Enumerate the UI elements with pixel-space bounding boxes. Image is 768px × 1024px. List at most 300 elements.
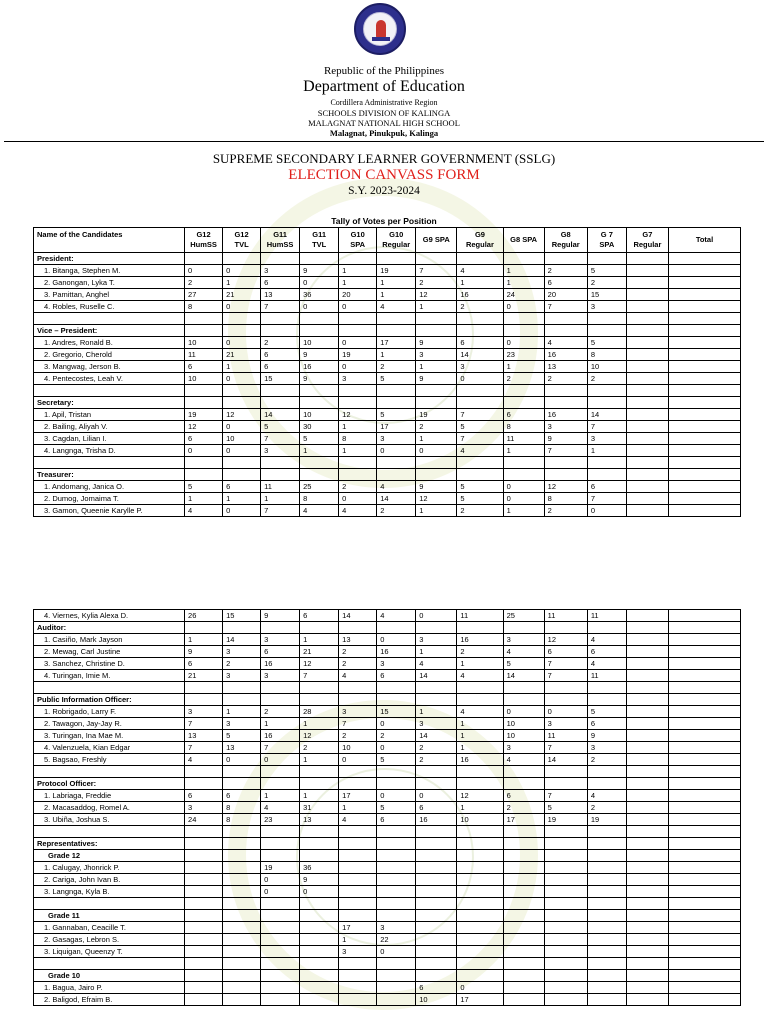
vote-cell: 0 xyxy=(223,265,261,277)
vote-cell: 4 xyxy=(457,670,503,682)
vote-cell xyxy=(377,826,416,838)
vote-cell: 7 xyxy=(185,742,223,754)
vote-cell xyxy=(626,265,668,277)
vote-cell: 1 xyxy=(416,505,457,517)
vote-cell xyxy=(377,778,416,790)
vote-cell: 4 xyxy=(503,754,544,766)
vote-cell xyxy=(223,313,261,325)
vote-cell xyxy=(261,922,300,934)
vote-cell: 6 xyxy=(457,337,503,349)
vote-cell: 13 xyxy=(544,361,587,373)
vote-cell: 12 xyxy=(416,289,457,301)
vote-cell: 6 xyxy=(503,790,544,802)
vote-cell: 3 xyxy=(587,433,626,445)
vote-cell xyxy=(416,838,457,850)
vote-cell: 5 xyxy=(223,730,261,742)
vote-cell xyxy=(416,826,457,838)
vote-cell xyxy=(457,694,503,706)
vote-cell: 0 xyxy=(457,373,503,385)
vote-cell xyxy=(626,373,668,385)
vote-cell: 0 xyxy=(416,610,457,622)
vote-cell xyxy=(457,826,503,838)
vote-cell xyxy=(185,874,223,886)
vote-cell: 9 xyxy=(416,373,457,385)
vote-cell xyxy=(300,946,339,958)
vote-cell: 2 xyxy=(377,730,416,742)
total-cell xyxy=(668,481,740,493)
vote-cell xyxy=(503,994,544,1006)
vote-cell: 6 xyxy=(416,802,457,814)
total-cell xyxy=(668,373,740,385)
vote-cell: 2 xyxy=(261,706,300,718)
total-cell xyxy=(668,862,740,874)
total-cell xyxy=(668,421,740,433)
candidate-name: 3. Gamon, Queenie Karylle P. xyxy=(34,505,185,517)
column-header: G9 Regular xyxy=(457,228,503,253)
total-cell xyxy=(668,445,740,457)
vote-cell xyxy=(626,253,668,265)
vote-cell xyxy=(300,313,339,325)
vote-cell: 16 xyxy=(261,730,300,742)
vote-cell xyxy=(300,934,339,946)
vote-cell: 14 xyxy=(457,349,503,361)
vote-cell: 7 xyxy=(339,718,377,730)
vote-cell: 1 xyxy=(339,934,377,946)
vote-cell xyxy=(587,886,626,898)
vote-cell: 1 xyxy=(339,277,377,289)
vote-cell xyxy=(626,898,668,910)
vote-cell: 0 xyxy=(223,301,261,313)
vote-cell xyxy=(544,982,587,994)
vote-cell xyxy=(503,958,544,970)
vote-cell: 3 xyxy=(503,634,544,646)
grade-row xyxy=(34,910,741,922)
vote-cell xyxy=(185,325,223,337)
vote-cell xyxy=(377,970,416,982)
vote-cell xyxy=(626,790,668,802)
vote-cell: 2 xyxy=(587,373,626,385)
vote-cell xyxy=(626,634,668,646)
vote-cell: 4 xyxy=(503,646,544,658)
column-header: G8 Regular xyxy=(544,228,587,253)
vote-cell: 2 xyxy=(223,658,261,670)
vote-cell: 0 xyxy=(261,754,300,766)
vote-cell: 1 xyxy=(416,433,457,445)
total-cell xyxy=(668,313,740,325)
vote-cell xyxy=(377,838,416,850)
vote-cell xyxy=(457,898,503,910)
candidate-row xyxy=(34,742,741,754)
vote-cell: 12 xyxy=(544,634,587,646)
total-cell xyxy=(668,766,740,778)
position-row xyxy=(34,694,741,706)
vote-cell xyxy=(626,622,668,634)
column-header: G7 Regular xyxy=(626,228,668,253)
vote-cell xyxy=(416,766,457,778)
vote-cell: 13 xyxy=(223,742,261,754)
vote-cell: 12 xyxy=(185,421,223,433)
column-header: G8 SPA xyxy=(503,228,544,253)
vote-cell: 19 xyxy=(416,409,457,421)
vote-cell: 0 xyxy=(377,946,416,958)
candidate-name: 3. Sanchez, Christine D. xyxy=(34,658,185,670)
vote-cell xyxy=(626,982,668,994)
vote-cell: 4 xyxy=(587,790,626,802)
total-cell xyxy=(668,934,740,946)
candidate-row xyxy=(34,265,741,277)
form-subtitle: ELECTION CANVASS FORM xyxy=(288,167,480,183)
vote-cell: 1 xyxy=(416,361,457,373)
candidate-name: 1. Calugay, Jhonrick P. xyxy=(34,862,185,874)
vote-cell: 28 xyxy=(300,706,339,718)
vote-cell: 21 xyxy=(185,670,223,682)
vote-cell: 10 xyxy=(300,409,339,421)
vote-cell: 3 xyxy=(544,421,587,433)
vote-cell: 13 xyxy=(185,730,223,742)
vote-cell xyxy=(300,910,339,922)
vote-cell xyxy=(626,670,668,682)
column-header: G10 SPA xyxy=(339,228,377,253)
vote-cell: 5 xyxy=(300,433,339,445)
vote-cell xyxy=(416,934,457,946)
total-cell xyxy=(668,277,740,289)
vote-cell xyxy=(300,994,339,1006)
vote-cell: 12 xyxy=(544,481,587,493)
vote-cell: 1 xyxy=(457,742,503,754)
vote-cell xyxy=(185,313,223,325)
candidate-row xyxy=(34,646,741,658)
vote-cell: 2 xyxy=(261,337,300,349)
position-label: Protocol Officer: xyxy=(34,778,185,790)
vote-cell xyxy=(544,874,587,886)
vote-cell xyxy=(503,253,544,265)
candidate-name: 3. Ubiña, Joshua S. xyxy=(34,814,185,826)
vote-cell: 19 xyxy=(544,814,587,826)
vote-cell: 6 xyxy=(587,718,626,730)
candidate-name: 5. Bagsao, Freshly xyxy=(34,754,185,766)
vote-cell: 7 xyxy=(587,421,626,433)
total-cell xyxy=(668,886,740,898)
candidate-name: 1. Robrigado, Larry F. xyxy=(34,706,185,718)
vote-cell: 3 xyxy=(587,301,626,313)
vote-cell xyxy=(261,622,300,634)
vote-cell: 0 xyxy=(185,445,223,457)
vote-cell xyxy=(223,826,261,838)
vote-cell xyxy=(416,694,457,706)
vote-cell: 7 xyxy=(544,742,587,754)
vote-cell xyxy=(626,886,668,898)
vote-cell xyxy=(377,385,416,397)
vote-cell xyxy=(339,253,377,265)
total-cell xyxy=(668,850,740,862)
vote-cell: 1 xyxy=(185,634,223,646)
vote-cell: 1 xyxy=(339,265,377,277)
vote-cell: 10 xyxy=(503,718,544,730)
vote-cell xyxy=(223,682,261,694)
vote-cell: 10 xyxy=(416,994,457,1006)
vote-cell: 3 xyxy=(185,802,223,814)
vote-cell: 4 xyxy=(339,814,377,826)
vote-cell: 1 xyxy=(457,277,503,289)
vote-cell: 2 xyxy=(339,730,377,742)
candidate-row xyxy=(34,421,741,433)
vote-cell: 2 xyxy=(457,505,503,517)
candidate-row xyxy=(34,790,741,802)
vote-cell: 3 xyxy=(185,706,223,718)
vote-cell: 0 xyxy=(300,301,339,313)
vote-cell: 17 xyxy=(503,814,544,826)
candidate-name: 4. Turingan, Imie M. xyxy=(34,670,185,682)
vote-cell: 1 xyxy=(457,802,503,814)
vote-cell: 2 xyxy=(544,265,587,277)
vote-cell xyxy=(223,958,261,970)
vote-cell: 2 xyxy=(416,742,457,754)
candidate-row xyxy=(34,361,741,373)
school-year: S.Y. 2023-2024 xyxy=(348,185,420,197)
vote-cell xyxy=(416,850,457,862)
vote-cell: 4 xyxy=(457,265,503,277)
candidate-name: 3. Liquigan, Queenzy T. xyxy=(34,946,185,958)
vote-cell xyxy=(544,886,587,898)
vote-cell xyxy=(587,385,626,397)
vote-cell: 5 xyxy=(587,337,626,349)
vote-cell: 0 xyxy=(300,886,339,898)
total-cell xyxy=(668,457,740,469)
vote-cell xyxy=(223,994,261,1006)
vote-cell xyxy=(261,778,300,790)
vote-cell xyxy=(544,325,587,337)
blank-row xyxy=(34,898,741,910)
vote-cell: 24 xyxy=(185,814,223,826)
vote-cell xyxy=(626,934,668,946)
vote-cell: 1 xyxy=(339,421,377,433)
vote-cell xyxy=(300,682,339,694)
vote-cell: 19 xyxy=(261,862,300,874)
vote-cell xyxy=(261,694,300,706)
grade-label: Grade 10 xyxy=(34,970,185,982)
vote-cell: 1 xyxy=(457,730,503,742)
vote-cell: 1 xyxy=(223,493,261,505)
vote-cell xyxy=(223,946,261,958)
vote-cell xyxy=(377,253,416,265)
vote-cell: 2 xyxy=(544,373,587,385)
vote-cell: 30 xyxy=(300,421,339,433)
vote-cell xyxy=(416,253,457,265)
vote-cell xyxy=(223,457,261,469)
vote-cell xyxy=(457,946,503,958)
candidate-row xyxy=(34,289,741,301)
vote-cell: 10 xyxy=(185,373,223,385)
vote-cell: 2 xyxy=(300,742,339,754)
vote-cell xyxy=(416,469,457,481)
canvass-table-part-2 xyxy=(33,609,741,1006)
vote-cell xyxy=(223,934,261,946)
vote-cell xyxy=(261,934,300,946)
vote-cell: 17 xyxy=(377,421,416,433)
vote-cell xyxy=(261,898,300,910)
candidate-name: 1. Labriaga, Freddie xyxy=(34,790,185,802)
vote-cell: 2 xyxy=(587,277,626,289)
candidate-name: 2. Baligod, Efraim B. xyxy=(34,994,185,1006)
vote-cell xyxy=(457,838,503,850)
vote-cell: 7 xyxy=(544,658,587,670)
total-cell xyxy=(668,670,740,682)
vote-cell xyxy=(339,838,377,850)
vote-cell xyxy=(503,826,544,838)
total-cell xyxy=(668,778,740,790)
vote-cell xyxy=(416,778,457,790)
vote-cell xyxy=(587,946,626,958)
candidate-row xyxy=(34,934,741,946)
vote-cell: 15 xyxy=(261,373,300,385)
vote-cell xyxy=(185,253,223,265)
candidate-row xyxy=(34,277,741,289)
vote-cell xyxy=(626,682,668,694)
vote-cell xyxy=(457,778,503,790)
vote-cell: 1 xyxy=(503,361,544,373)
header-divider xyxy=(4,141,764,142)
vote-cell xyxy=(300,766,339,778)
vote-cell: 8 xyxy=(185,301,223,313)
vote-cell xyxy=(626,694,668,706)
vote-cell: 4 xyxy=(377,481,416,493)
vote-cell xyxy=(587,622,626,634)
vote-cell xyxy=(185,682,223,694)
vote-cell: 6 xyxy=(223,481,261,493)
vote-cell: 8 xyxy=(339,433,377,445)
vote-cell xyxy=(544,934,587,946)
vote-cell: 4 xyxy=(416,658,457,670)
vote-cell xyxy=(261,766,300,778)
vote-cell: 1 xyxy=(339,802,377,814)
vote-cell xyxy=(457,325,503,337)
vote-cell: 2 xyxy=(339,481,377,493)
candidate-name: 3. Langnga, Kyla B. xyxy=(34,886,185,898)
vote-cell: 10 xyxy=(457,814,503,826)
blank-cell xyxy=(34,385,185,397)
total-cell xyxy=(668,646,740,658)
vote-cell: 1 xyxy=(377,277,416,289)
total-cell xyxy=(668,946,740,958)
vote-cell: 1 xyxy=(416,706,457,718)
vote-cell xyxy=(587,682,626,694)
vote-cell xyxy=(626,481,668,493)
vote-cell: 5 xyxy=(457,421,503,433)
vote-cell xyxy=(587,313,626,325)
vote-cell: 0 xyxy=(339,493,377,505)
candidate-name: 1. Bitanga, Stephen M. xyxy=(34,265,185,277)
vote-cell: 0 xyxy=(377,445,416,457)
vote-cell: 11 xyxy=(587,670,626,682)
column-header: G10 Regular xyxy=(377,228,416,253)
vote-cell xyxy=(185,982,223,994)
vote-cell xyxy=(416,397,457,409)
vote-cell xyxy=(300,397,339,409)
blank-cell xyxy=(34,766,185,778)
blank-row xyxy=(34,682,741,694)
vote-cell xyxy=(457,397,503,409)
vote-cell xyxy=(587,982,626,994)
vote-cell: 17 xyxy=(339,922,377,934)
vote-cell xyxy=(185,922,223,934)
vote-cell: 1 xyxy=(503,505,544,517)
vote-cell xyxy=(377,994,416,1006)
vote-cell: 22 xyxy=(377,934,416,946)
vote-cell xyxy=(587,850,626,862)
vote-cell: 4 xyxy=(544,337,587,349)
vote-cell: 0 xyxy=(503,706,544,718)
candidate-name: 2. Macasaddog, Romel A. xyxy=(34,802,185,814)
vote-cell: 1 xyxy=(339,445,377,457)
vote-cell: 0 xyxy=(223,505,261,517)
candidate-row xyxy=(34,874,741,886)
vote-cell xyxy=(544,778,587,790)
vote-cell: 12 xyxy=(300,730,339,742)
blank-row xyxy=(34,385,741,397)
vote-cell xyxy=(626,742,668,754)
vote-cell xyxy=(457,910,503,922)
candidate-name: 2. Dumog, Jomaima T. xyxy=(34,493,185,505)
vote-cell: 3 xyxy=(223,670,261,682)
vote-cell xyxy=(223,898,261,910)
vote-cell xyxy=(416,886,457,898)
vote-cell: 8 xyxy=(587,349,626,361)
vote-cell xyxy=(626,862,668,874)
vote-cell: 14 xyxy=(223,634,261,646)
vote-cell xyxy=(416,313,457,325)
vote-cell: 0 xyxy=(587,505,626,517)
vote-cell: 19 xyxy=(185,409,223,421)
vote-cell: 4 xyxy=(185,754,223,766)
candidate-name: 4. Robles, Ruselle C. xyxy=(34,301,185,313)
vote-cell xyxy=(626,754,668,766)
vote-cell: 6 xyxy=(544,646,587,658)
total-cell xyxy=(668,814,740,826)
vote-cell xyxy=(339,994,377,1006)
vote-cell xyxy=(261,826,300,838)
column-header: G11 TVL xyxy=(300,228,339,253)
candidate-name: 2. Ganongan, Lyka T. xyxy=(34,277,185,289)
vote-cell: 14 xyxy=(544,754,587,766)
vote-cell: 9 xyxy=(300,349,339,361)
vote-cell xyxy=(626,301,668,313)
vote-cell: 2 xyxy=(339,646,377,658)
vote-cell xyxy=(223,385,261,397)
vote-cell: 6 xyxy=(261,277,300,289)
vote-cell xyxy=(339,778,377,790)
vote-cell xyxy=(587,457,626,469)
candidate-row xyxy=(34,337,741,349)
vote-cell xyxy=(587,253,626,265)
blank-cell xyxy=(34,682,185,694)
vote-cell: 4 xyxy=(185,505,223,517)
vote-cell: 0 xyxy=(339,337,377,349)
vote-cell: 2 xyxy=(416,754,457,766)
vote-cell xyxy=(261,946,300,958)
deped-seal xyxy=(354,3,406,55)
vote-cell xyxy=(457,682,503,694)
vote-cell xyxy=(416,622,457,634)
vote-cell: 15 xyxy=(377,706,416,718)
vote-cell: 9 xyxy=(300,373,339,385)
vote-cell: 1 xyxy=(503,277,544,289)
vote-cell xyxy=(626,850,668,862)
vote-cell xyxy=(261,982,300,994)
vote-cell: 17 xyxy=(377,337,416,349)
vote-cell xyxy=(626,277,668,289)
blank-cell xyxy=(34,898,185,910)
candidate-name: 1. Bagua, Jairo P. xyxy=(34,982,185,994)
